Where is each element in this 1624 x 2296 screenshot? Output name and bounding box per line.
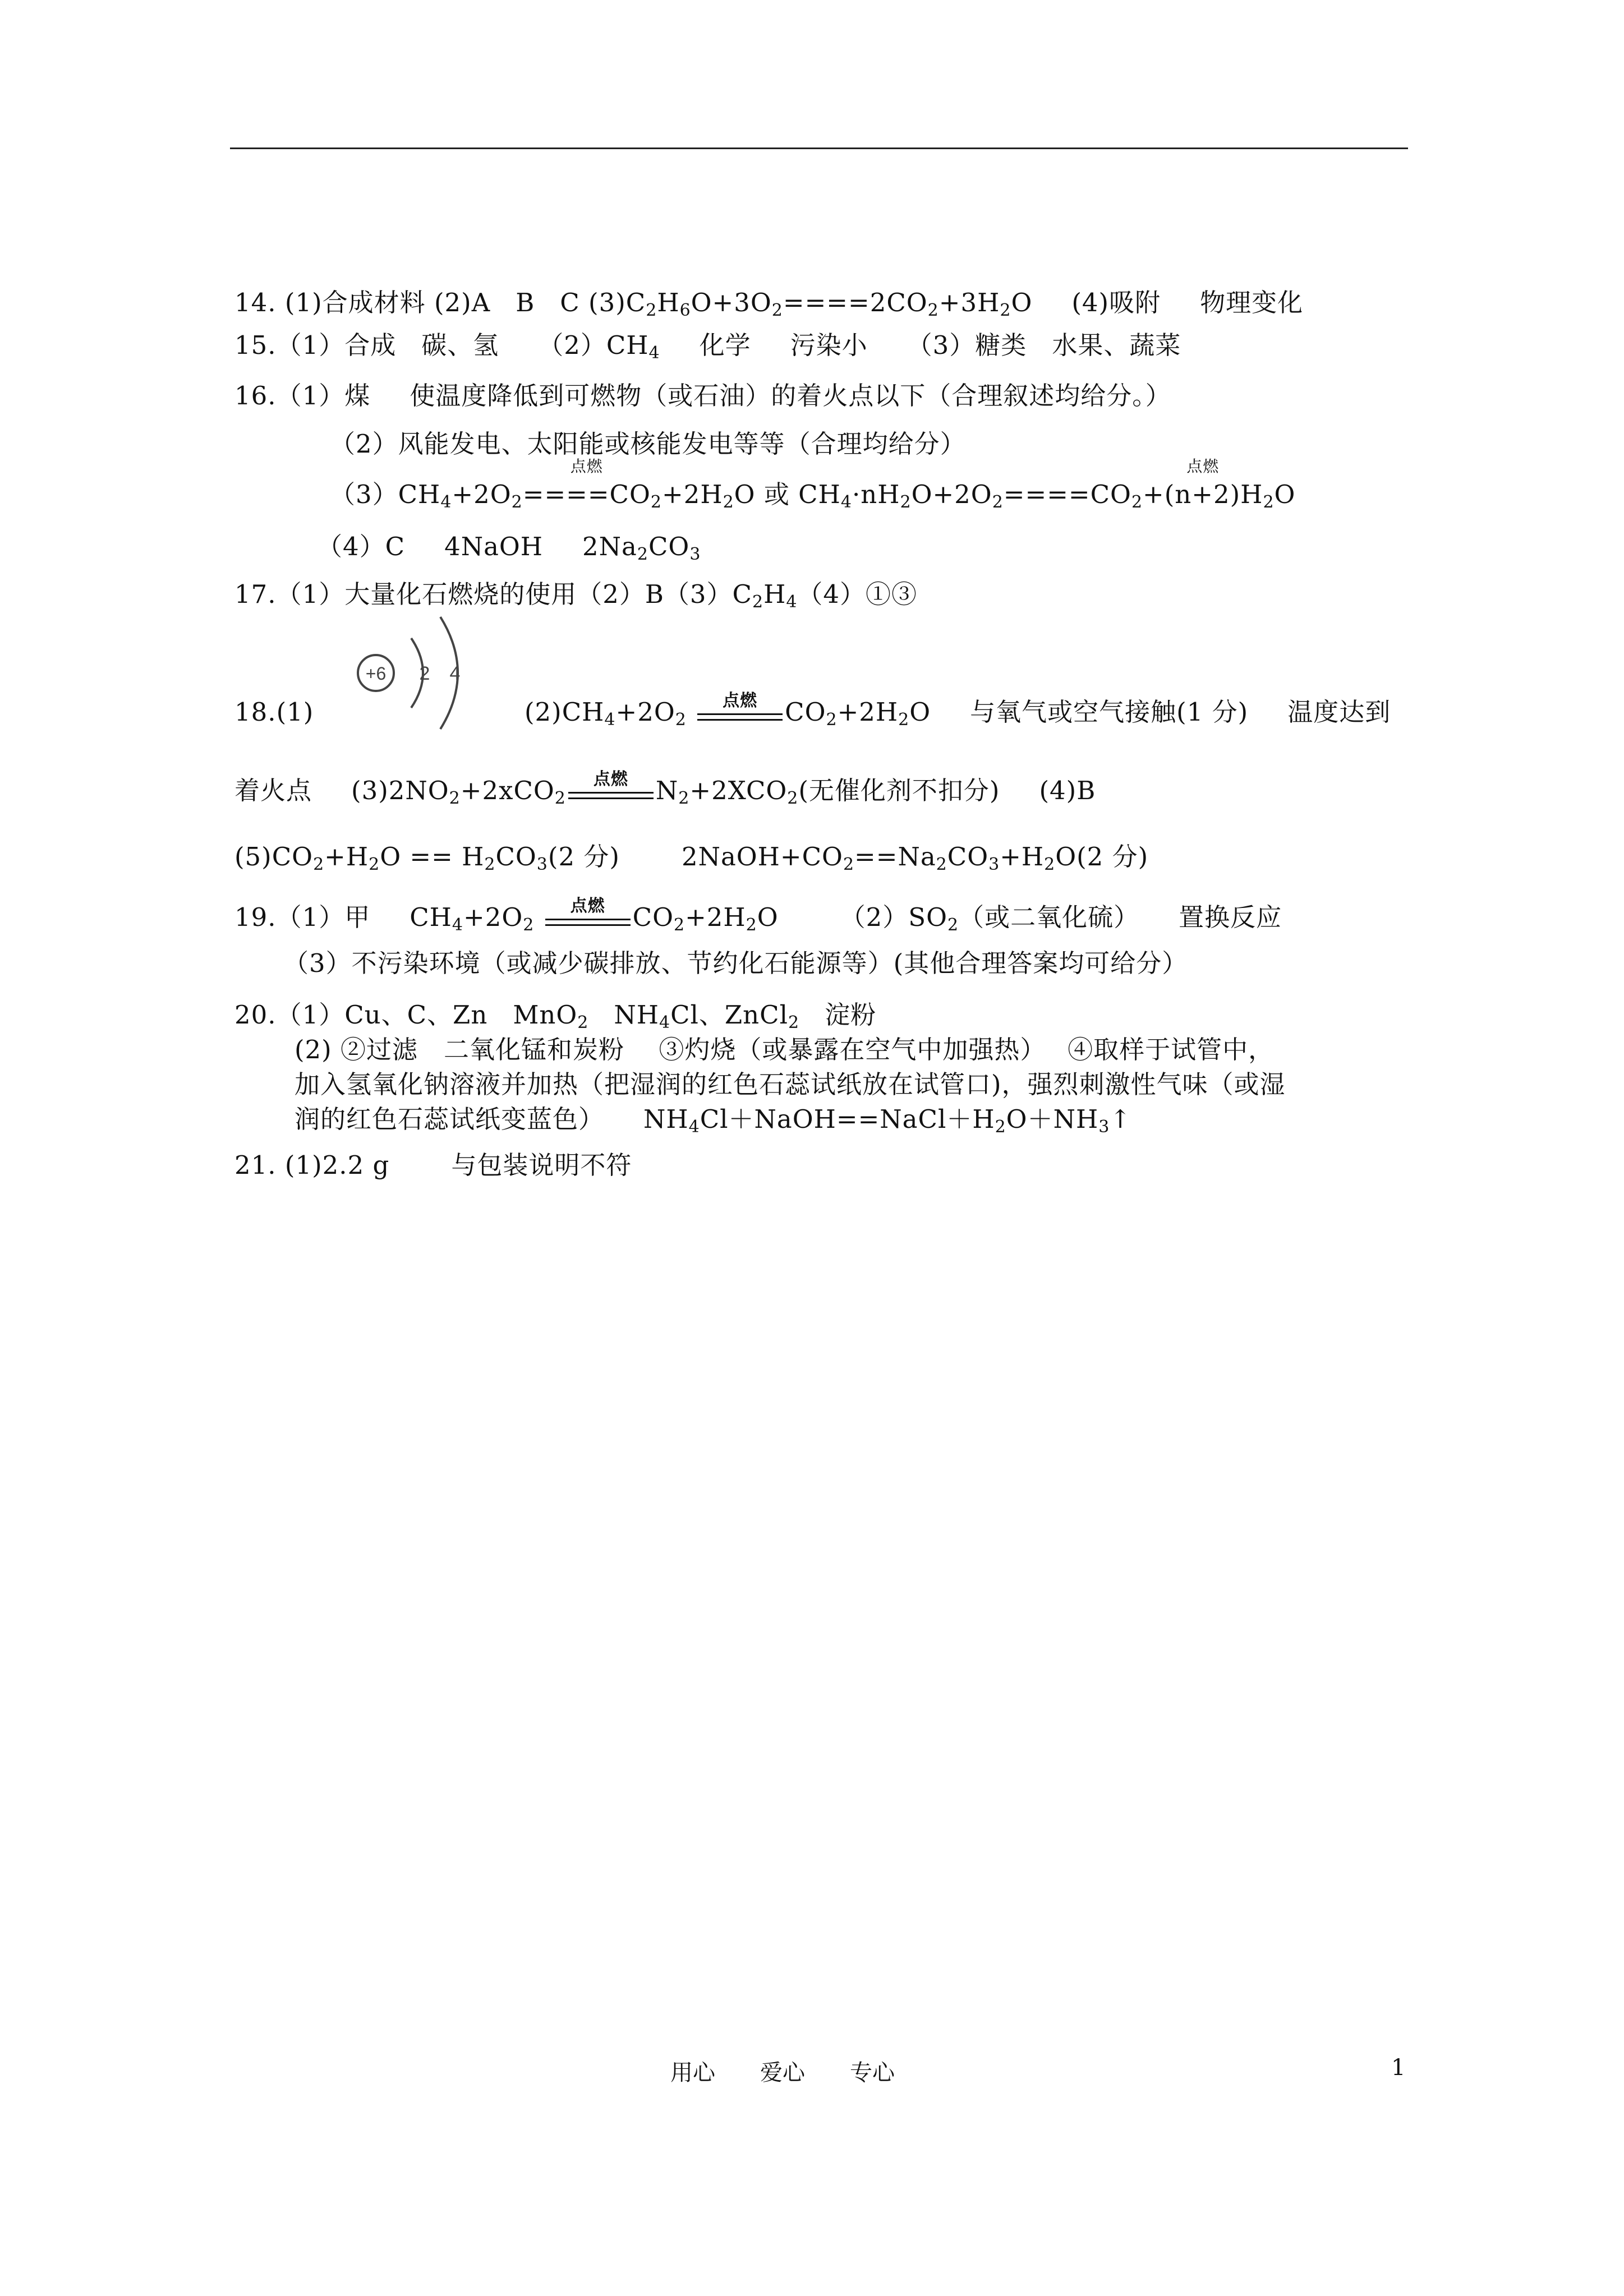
nucleus-charge: +6 xyxy=(365,663,387,684)
answer-16-line3: $(3)CH_4+2O_2$ 点燃 $====CO_2+2H_2O$ 或 $CH_4\cdot nH_2O+2O_2====CO_2$ 点燃 $+(n+2)H_2O$ xyxy=(330,457,1296,512)
answer-19-line2: （3）不污染环境（或减少碳排放、节约化石能源等）(其他合理答案均可给分） xyxy=(283,948,1188,978)
answer-20-line3: 加入氢氧化钠溶液并加热（把湿润的红色石蕊试纸放在试管口)，强烈刺激性气味（或湿 xyxy=(295,1069,1286,1099)
reaction-condition-label: 点燃 xyxy=(570,457,603,476)
answer-16-line2: （2）风能发电、太阳能或核能发电等等（合理均给分） xyxy=(330,429,966,459)
answer-20-line1: 20.（1）Cu、C、Zn MnO$_2$ $NH_4Cl$、ZnCl$_2$ 淀粉 xyxy=(234,1000,877,1032)
shell2-electron-count: 4 xyxy=(449,663,461,684)
reaction-condition-label: 点燃 xyxy=(1186,457,1220,476)
answer-20-line4: 润的红色石蕊试纸变蓝色） $NH_4Cl+NaOH==NaCl+H_2O+NH_3↑$ xyxy=(295,1104,1131,1137)
answer-18-line1: $(2)CH_4+2O_2$ 点燃 $CO_2+2H_2O$ 与氧气或空气接触(1 分) 温度达到 xyxy=(525,691,1391,730)
answer-14: 14. (1)合成材料 (2)A B C $(3)C_2H_6O+3O_2====2CO_2+3H_2O$ (4)吸附 物理变化 xyxy=(234,288,1304,320)
reaction-arrow: 点燃 xyxy=(695,695,785,729)
answer-15: 15.（1）合成 碳、氢 $(2)CH_4$ 化学 污染小 （3）糖类 水果、蔬菜 xyxy=(234,330,1181,363)
shell1-electron-count: 2 xyxy=(419,663,430,684)
answer-20-line2: (2) ②过滤 二氧化锰和炭粉 ③灼烧（或暴露在空气中加强热） ④取样于试管中， xyxy=(295,1035,1275,1064)
answer-18-num: 18.(1) xyxy=(234,697,314,727)
page-footer-motto: 用心 爱心 专心 xyxy=(670,2060,895,2086)
answer-16-line1: 16.（1）煤 使温度降低到可燃物（或石油）的着火点以下（合理叙述均给分。） xyxy=(234,381,1171,411)
carbon-atom-structure-diagram xyxy=(345,611,480,735)
answer-16-line4: （4）C 4NaOH $2Na_2CO_3$ xyxy=(317,532,701,564)
answer-17: 17.（1）大量化石燃烧的使用$(2)B(3)C_2H_4(4)①③$ xyxy=(234,579,918,612)
answer-19-line1: 19.（1）甲 $CH_4+2O_2$ 点燃 $CO_2+2H_2O$ $(2)SO_2$（或二氧化硫） 置换反应 xyxy=(234,896,1282,935)
reaction-arrow: 点燃 xyxy=(543,901,633,934)
answer-18-line2: 着火点 $(3)2NO_2+2xCO_2$ 点燃 $N_2+2XCO_2$(无催化剂不扣分) (4)B xyxy=(234,769,1096,808)
page-number: 1 xyxy=(1391,2055,1406,2081)
answer-21: 21. (1)2.2 g 与包装说明不符 xyxy=(234,1150,632,1180)
answer-18-line3: $(5)CO_2+H_2O == H_2CO_3(2$ 分) $2NaOH+CO_2==Na_2CO_3+H_2O(2$ 分) xyxy=(234,842,1149,874)
header-rule xyxy=(230,147,1408,149)
reaction-arrow: 点燃 xyxy=(566,774,656,808)
